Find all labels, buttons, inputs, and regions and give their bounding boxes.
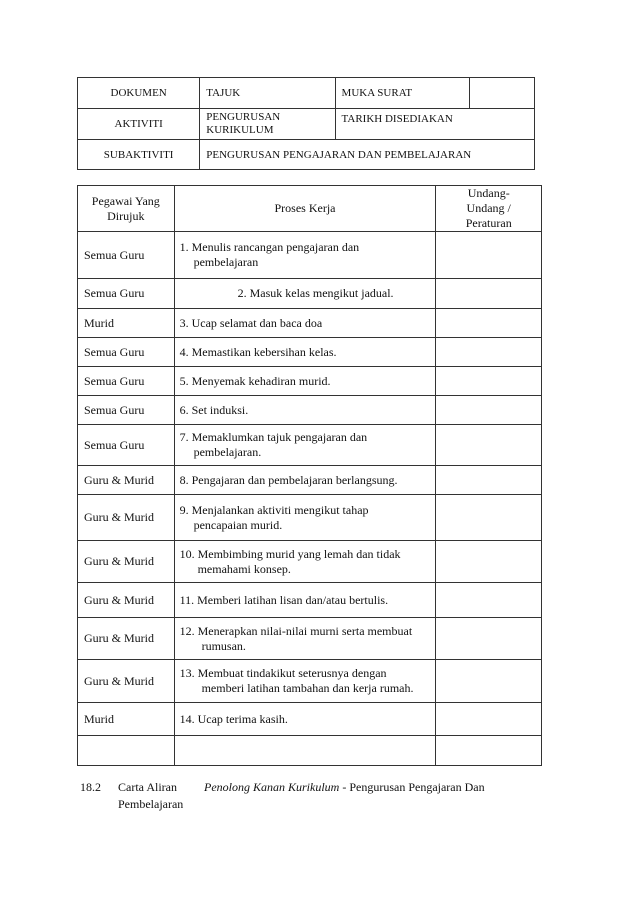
header-muka-surat-label: MUKA SURAT [335, 78, 469, 109]
footer-number: 18.2 [80, 780, 101, 794]
row-undang [436, 541, 542, 583]
header-pengurusan-line2: KURIKULUM [206, 124, 274, 136]
header-tajuk-label: TAJUK [200, 78, 335, 109]
row-proses-line2: memahami konsep. [197, 561, 291, 576]
row-undang [436, 309, 542, 338]
row-proses [174, 736, 436, 766]
row-proses-line2: memberi latihan tambahan dan kerja rumah. [201, 681, 414, 695]
row-proses [174, 279, 436, 309]
row-proses-line1: 7. Memaklumkan tajuk pengajaran dan [179, 430, 368, 444]
row-undang [436, 396, 542, 425]
row-proses-line1: 11. Memberi latihan lisan dan/atau bertulis. [179, 592, 389, 607]
col-header-undang-line1: Undang- [467, 186, 510, 200]
process-table [77, 185, 542, 766]
row-pegawai: Guru & Murid [78, 495, 175, 541]
row-pegawai: Guru & Murid [78, 583, 175, 618]
header-aktiviti-label: AKTIVITI [78, 109, 200, 140]
row-undang [436, 466, 542, 495]
row-undang [436, 736, 542, 766]
header-pengurusan-cell [200, 109, 335, 140]
header-subaktiviti-label: SUBAKTIVITI [78, 140, 200, 170]
row-undang [436, 583, 542, 618]
table-row [78, 367, 542, 396]
table-row [78, 583, 542, 618]
row-undang [436, 279, 542, 309]
footer-caption-italic: Penolong Kanan Kurikulum [204, 780, 340, 794]
row-proses [174, 232, 436, 279]
row-proses-line1: 6. Set induksi. [179, 402, 249, 417]
row-proses-line2: rumusan. [201, 638, 246, 653]
row-pegawai: Guru & Murid [78, 618, 175, 660]
row-proses-line1: 14. Ucap terima kasih. [179, 711, 288, 726]
table-row [78, 232, 542, 279]
row-pegawai: Guru & Murid [78, 660, 175, 703]
table-row [78, 736, 542, 766]
row-proses [174, 495, 436, 541]
row-pegawai: Semua Guru [78, 279, 175, 309]
row-proses-line2: pembelajaran [193, 255, 259, 269]
footer-caption [204, 780, 485, 795]
row-undang [436, 232, 542, 279]
table-row [78, 279, 542, 309]
row-undang [436, 703, 542, 736]
table-header-row [78, 186, 542, 232]
row-proses-line2: pembelajaran. [193, 445, 262, 459]
col-header-proses: Proses Kerja [174, 186, 436, 232]
col-header-undang-line2: Undang / [466, 201, 511, 215]
row-pegawai: Semua Guru [78, 396, 175, 425]
row-pegawai: Semua Guru [78, 367, 175, 396]
row-pegawai: Semua Guru [78, 232, 175, 279]
table-row [78, 396, 542, 425]
row-undang [436, 618, 542, 660]
row-proses [174, 396, 436, 425]
footer-caption-rest: - Pengurusan Pengajaran Dan [339, 780, 485, 794]
row-proses [174, 703, 436, 736]
row-pegawai: Murid [78, 309, 175, 338]
row-proses-line2: pencapaian murid. [193, 517, 283, 532]
row-proses [174, 367, 436, 396]
footer-label-line2: Pembelajaran [118, 797, 184, 811]
col-header-pegawai-line2: Dirujuk [107, 208, 145, 223]
col-header-undang [436, 186, 542, 232]
table-row [78, 660, 542, 703]
row-proses-line1: 1. Menulis rancangan pengajaran dan [179, 240, 360, 254]
header-tarikh-label: TARIKH DISEDIAKAN [335, 109, 534, 140]
row-undang [436, 425, 542, 466]
row-proses-line1: 10. Membimbing murid yang lemah dan tidak [179, 546, 401, 561]
row-proses-line1: 3. Ucap selamat dan baca doa [179, 315, 323, 330]
row-proses-line1: 9. Menjalankan aktiviti mengikut tahap [179, 502, 369, 517]
row-proses-line1: 2. Masuk kelas mengikut jadual. [237, 286, 394, 300]
row-proses [174, 466, 436, 495]
row-proses [174, 541, 436, 583]
row-undang [436, 495, 542, 541]
col-header-pegawai [78, 186, 175, 232]
header-subaktiviti-title: PENGURUSAN PENGAJARAN DAN PEMBELAJARAN [200, 140, 535, 170]
row-proses [174, 338, 436, 367]
row-proses [174, 425, 436, 466]
header-pengurusan-line1: PENGURUSAN [206, 111, 281, 123]
row-proses-line1: 8. Pengajaran dan pembelajaran berlangsung. [179, 472, 398, 487]
header-blank-cell [469, 78, 534, 109]
table-row [78, 495, 542, 541]
col-header-undang-line3: Peraturan [465, 216, 512, 230]
row-pegawai: Guru & Murid [78, 466, 175, 495]
row-undang [436, 367, 542, 396]
row-proses [174, 583, 436, 618]
row-proses-line1: 13. Membuat tindakikut seterusnya dengan [179, 666, 387, 680]
row-pegawai: Murid [78, 703, 175, 736]
col-header-pegawai-line1: Pegawai Yang [91, 193, 160, 208]
row-pegawai: Semua Guru [78, 425, 175, 466]
document-header-table [77, 77, 535, 170]
row-proses-line1: 12. Menerapkan nilai-nilai murni serta membuat [179, 623, 413, 638]
row-proses [174, 618, 436, 660]
table-row [78, 309, 542, 338]
row-proses [174, 660, 436, 703]
row-proses [174, 309, 436, 338]
table-row [78, 466, 542, 495]
table-row [78, 425, 542, 466]
table-row [78, 618, 542, 660]
header-dokumen-label: DOKUMEN [78, 78, 200, 109]
row-pegawai: Guru & Murid [78, 541, 175, 583]
row-pegawai [78, 736, 175, 766]
row-proses-line1: 5. Menyemak kehadiran murid. [179, 373, 331, 388]
row-proses-line1: 4. Memastikan kebersihan kelas. [179, 344, 337, 359]
footer-label-line1: Carta Aliran [118, 780, 177, 794]
row-undang [436, 660, 542, 703]
row-pegawai: Semua Guru [78, 338, 175, 367]
table-row [78, 703, 542, 736]
table-row [78, 338, 542, 367]
table-row [78, 541, 542, 583]
row-undang [436, 338, 542, 367]
